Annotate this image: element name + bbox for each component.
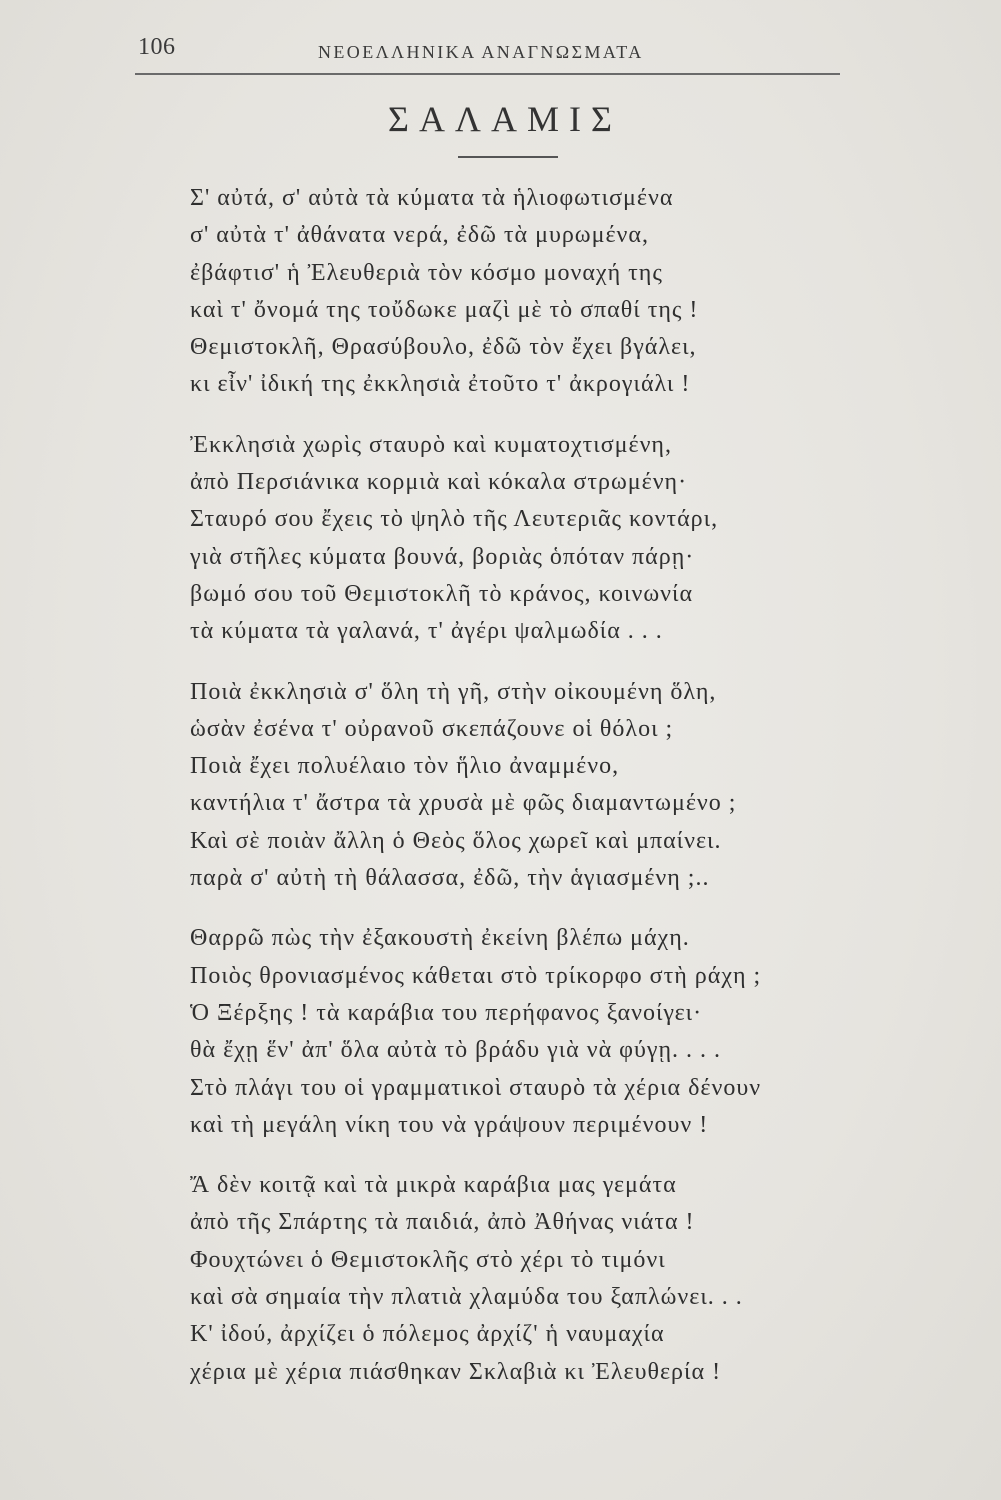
verse-line: καντήλια τ' ἄστρα τὰ χρυσὰ μὲ φῶς διαμαντωμένο ;: [190, 790, 737, 817]
verse-line: καὶ σὰ σημαία τὴν πλατιὰ χλαμύδα του ξαπλώνει. . .: [190, 1284, 743, 1311]
verse-line: καὶ τὴ μεγάλη νίκη του νὰ γράψουν περιμένουν !: [190, 1111, 709, 1138]
verse-line: Ποιὰ ἐκκλησιὰ σ' ὅλη τὴ γῆ, στὴν οἰκουμένη ὅλη,: [190, 678, 717, 705]
verse-line: Ἄ δὲν κοιτᾷ καὶ τὰ μικρὰ καράβια μας γεμάτα: [190, 1172, 677, 1199]
stanza-5: [190, 1167, 980, 1391]
verse-line: Σταυρό σου ἔχεις τὸ ψηλὸ τῆς Λευτεριᾶς κοντάρι,: [190, 506, 719, 533]
verse-line: Καὶ σὲ ποιὰν ἄλλη ὁ Θεὸς ὅλος χωρεῖ καὶ μπαίνει.: [190, 827, 722, 854]
header-rule: [135, 73, 840, 75]
title-rule: [458, 156, 558, 158]
verse-line: τὰ κύματα τὰ γαλανά, τ' ἀγέρι ψαλμωδία . . .: [190, 618, 663, 645]
verse-line: ἀπὸ Περσιάνικα κορμιὰ καὶ κόκαλα στρωμένη·: [190, 469, 688, 496]
verse-line: σ' αὐτὰ τ' ἀθάνατα νερά, ἐδῶ τὰ μυρωμένα,: [190, 222, 649, 249]
verse-line: βωμό σου τοῦ Θεμιστοκλῆ τὸ κράνος, κοινωνία: [190, 580, 694, 607]
running-title: ΝΕΟΕΛΛΗΝΙΚΑ ΑΝΑΓΝΩΣΜΑΤΑ: [318, 42, 644, 62]
verse-line: Κ' ἰδού, ἀρχίζει ὁ πόλεμος ἀρχίζ' ἡ ναυμαχία: [190, 1321, 665, 1348]
verse-line: Σ' αὐτά, σ' αὐτὰ τὰ κύματα τὰ ἡλιοφωτισμένα: [190, 185, 674, 211]
verse-line: γιὰ στῆλες κύματα βουνά, βοριὰς ὁπόταν πάρῃ·: [190, 543, 695, 570]
verse-line: Ποιὰ ἔχει πολυέλαιο τὸν ἥλιο ἀναμμένο,: [190, 753, 620, 780]
poem-title: ΣΑΛΑΜΙΣ: [387, 99, 622, 139]
verse-line: Θαρρῶ πὼς τὴν ἐξακουστὴ ἐκείνη βλέπω μάχη.: [190, 925, 690, 952]
verse-line: παρὰ σ' αὐτὴ τὴ θάλασσα, ἐδῶ, τὴν ἁγιασμένη ;..: [190, 865, 710, 892]
stanza-2: [190, 427, 980, 651]
stanza-3: [190, 674, 980, 898]
verse-line: ὡσὰν ἐσένα τ' οὐρανοῦ σκεπάζουνε οἱ θόλοι ;: [190, 715, 674, 742]
page-number: 106: [138, 34, 176, 60]
poem-body: [190, 180, 980, 1414]
verse-line: καὶ τ' ὄνομά της τοὔδωκε μαζὶ μὲ τὸ σπαθί της !: [190, 296, 699, 323]
verse-line: Ποιὸς θρονιασμένος κάθεται στὸ τρίκορφο στὴ ράχη ;: [190, 962, 762, 989]
verse-line: Θεμιστοκλῆ, Θρασύβουλο, ἐδῶ τὸν ἔχει βγάλει,: [190, 334, 697, 361]
stanza-1: [190, 180, 980, 404]
verse-line: χέρια μὲ χέρια πιάσθηκαν Σκλαβιὰ κι Ἐλευθερία !: [190, 1358, 722, 1385]
verse-line: Στὸ πλάγι του οἱ γραμματικοὶ σταυρὸ τὰ χέρια δένουν: [190, 1074, 762, 1101]
stanza-4: [190, 920, 980, 1144]
verse-line: Ὁ Ξέρξης ! τὰ καράβια του περήφανος ξανοίγει·: [190, 999, 703, 1026]
verse-line: ἀπὸ τῆς Σπάρτης τὰ παιδιά, ἀπὸ Ἀθήνας νιάτα !: [190, 1209, 695, 1236]
verse-line: κι εἶν' ἰδική της ἐκκλησιὰ ἐτοῦτο τ' ἀκρογιάλι !: [190, 371, 691, 398]
verse-line: Φουχτώνει ὁ Θεμιστοκλῆς στὸ χέρι τὸ τιμόνι: [190, 1246, 666, 1273]
verse-line: Ἐκκλησιὰ χωρὶς σταυρὸ καὶ κυματοχτισμένη,: [190, 431, 672, 458]
verse-line: ἐβάφτισ' ἡ Ἐλευθεριὰ τὸν κόσμο μοναχή της: [190, 259, 663, 286]
verse-line: θὰ ἔχῃ ἕν' ἀπ' ὅλα αὐτὰ τὸ βράδυ γιὰ νὰ φύγῃ. . . .: [190, 1037, 722, 1064]
